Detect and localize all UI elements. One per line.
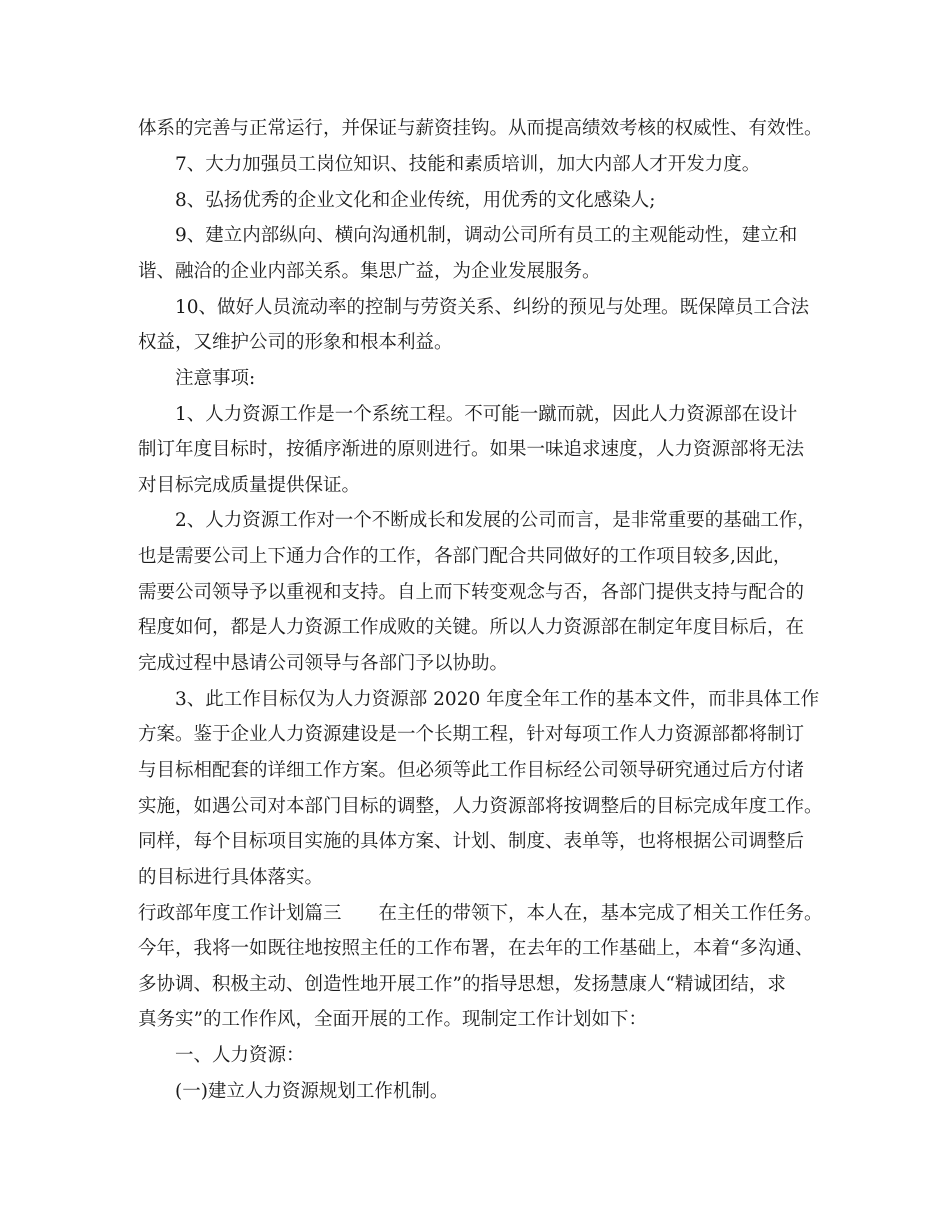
text-line: 8、弘扬优秀的企业文化和企业传统，用优秀的文化感染人; <box>175 190 656 211</box>
text-line: 完成过程中恳请公司领导与各部门予以协助。 <box>138 653 509 674</box>
text-line: 也是需要公司上下通力合作的工作，各部门配合共同做好的工作项目较多,因此， <box>138 546 792 567</box>
text-line: 10、做好人员流动率的控制与劳资关系、纠纷的预见与处理。既保障员工合法 <box>175 297 810 318</box>
text-line: 同样，每个目标项目实施的具体方案、计划、制度、表单等，也将根据公司调整后 <box>138 831 805 852</box>
text-line: 体系的完善与正常运行，并保证与薪资挂钩。从而提高绩效考核的权威性、有效性。 <box>138 118 823 139</box>
text-line: 行政部年度工作计划篇三 在主任的带领下，本人在，基本完成了相关工作任务。 <box>138 903 823 924</box>
text-line: 程度如何，都是人力资源工作成败的关键。所以人力资源部在制定年度目标后，在 <box>138 617 805 638</box>
text-line: 3、此工作目标仅为人力资源部 2020 年度全年工作的基本文件，而非具体工作 <box>175 689 820 710</box>
text-line: 的目标进行具体落实。 <box>138 867 324 888</box>
text-line: 需要公司领导予以重视和支持。自上而下转变观念与否，各部门提供支持与配合的 <box>138 582 805 603</box>
text-line: 真务实”的工作作风，全面开展的工作。现制定工作计划如下： <box>138 1009 647 1030</box>
text-line: 谐、融洽的企业内部关系。集思广益，为企业发展服务。 <box>138 261 601 282</box>
section-heading: 一、人力资源： <box>175 1045 305 1066</box>
text-line: 制订年度目标时，按循序渐进的原则进行。如果一味追求速度，人力资源部将无法 <box>138 439 805 460</box>
section-heading: 注意事项: <box>175 368 256 389</box>
text-line: 实施，如遇公司对本部门目标的调整，人力资源部将按调整后的目标完成年度工作。 <box>138 796 823 817</box>
text-line: 1、人力资源工作是一个系统工程。不可能一蹴而就，因此人力资源部在设计 <box>175 404 798 425</box>
text-line: 今年，我将一如既往地按照主任的工作布署，在去年的工作基础上，本着“多沟通、 <box>138 938 814 959</box>
text-line: 2、人力资源工作对一个不断成长和发展的公司而言，是非常重要的基础工作， <box>175 510 816 531</box>
text-line: 与目标相配套的详细工作方案。但必须等此工作目标经公司领导研究通过后方付诸 <box>138 760 805 781</box>
text-line: 对目标完成质量提供保证。 <box>138 475 361 496</box>
text-line: 多协调、积极主动、创造性地开展工作”的指导思想，发扬慧康人“精诚团结，求 <box>138 974 786 995</box>
text-line: 9、建立内部纵向、横向沟通机制，调动公司所有员工的主观能动性，建立和 <box>175 225 798 246</box>
subsection-heading: (一)建立人力资源规划工作机制。 <box>175 1081 449 1102</box>
text-line: 方案。鉴于企业人力资源建设是一个长期工程，针对每项工作人力资源部都将制订 <box>138 724 805 745</box>
text-line: 权益，又维护公司的形象和根本利益。 <box>138 332 453 353</box>
text-line: 7、大力加强员工岗位知识、技能和素质培训，加大内部人才开发力度。 <box>175 154 761 175</box>
